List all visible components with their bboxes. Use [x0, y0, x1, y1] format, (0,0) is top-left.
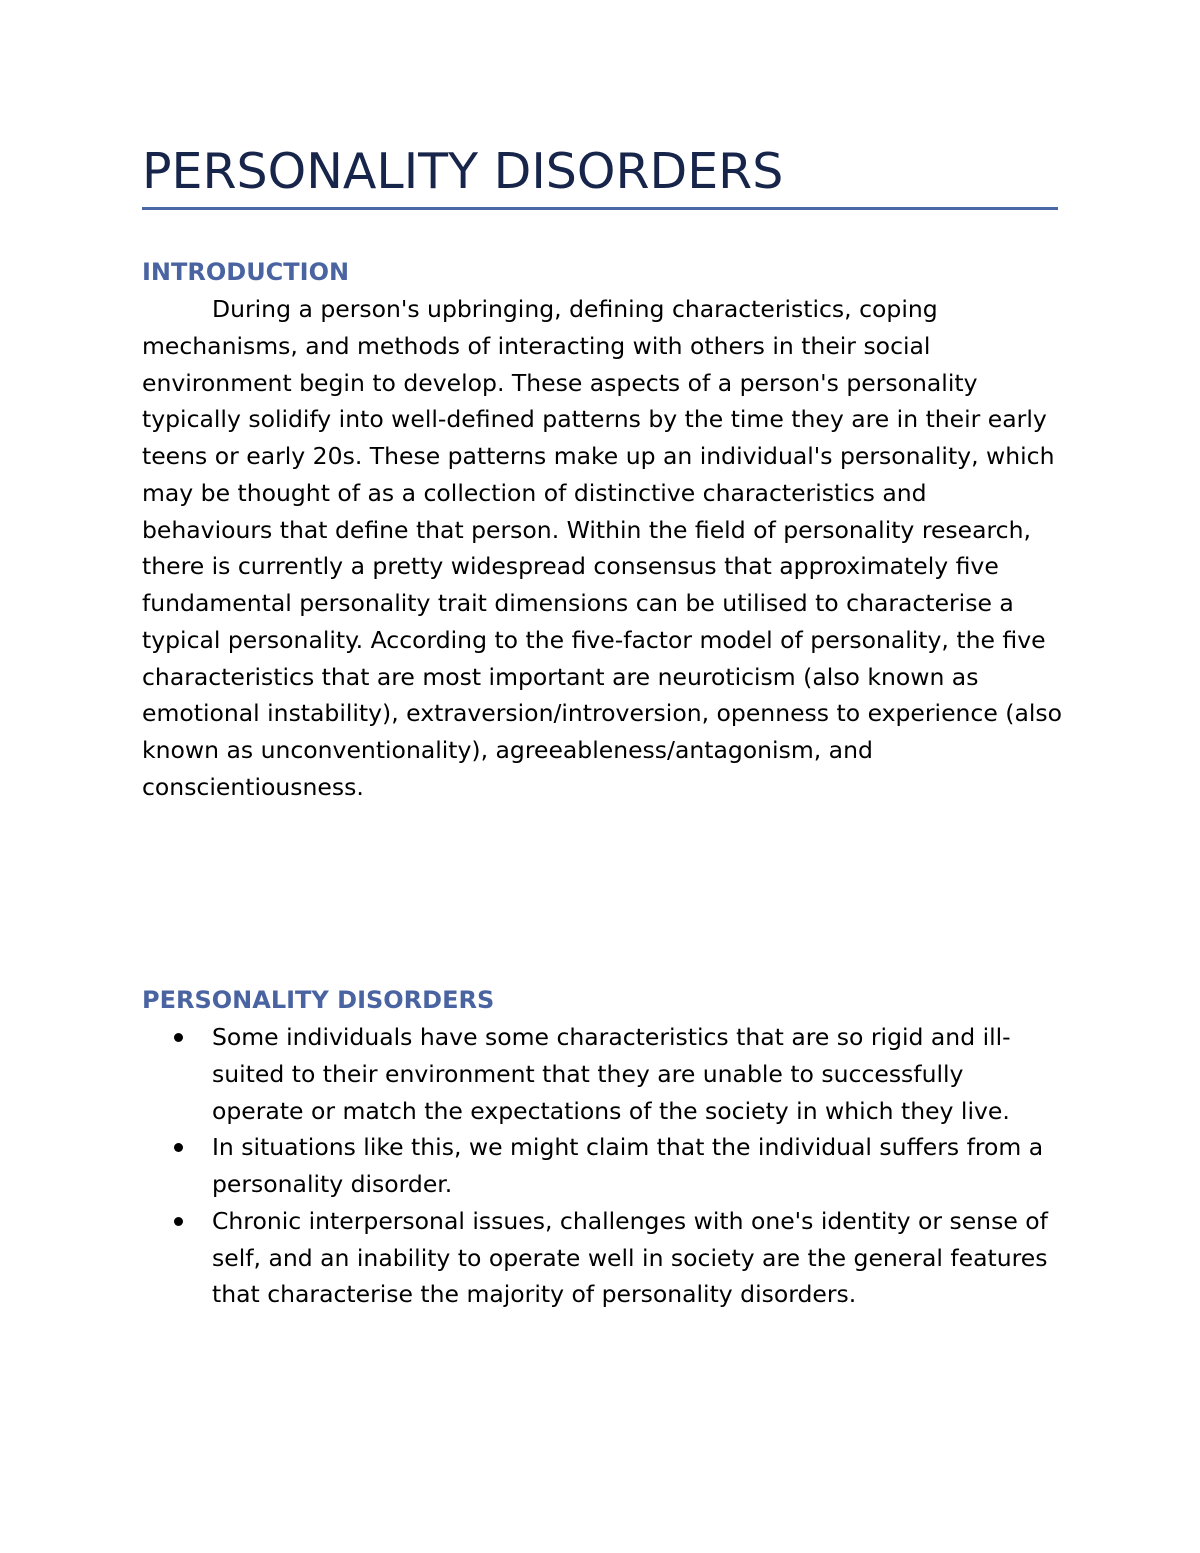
bullet-dot-icon	[174, 1033, 183, 1042]
personality-disorders-bullet-list	[142, 1019, 1062, 1313]
bullet-item	[142, 1129, 1062, 1203]
title-underline-rule	[142, 207, 1058, 210]
section-heading-personality-disorders: PERSONALITY DISORDERS	[142, 986, 495, 1014]
document-title: PERSONALITY DISORDERS	[142, 143, 784, 200]
bullet-text: In situations like this, we might claim that the individual suffers from a personality disorder.	[212, 1133, 1044, 1198]
bullet-item	[142, 1019, 1062, 1129]
bullet-dot-icon	[174, 1217, 183, 1226]
introduction-paragraph: During a person's upbringing, defining characteristics, coping mechanisms, and methods of interacting with others in their social environment begin to develop. These aspects of a person's personality typically solidify into well-defined patterns by the time they are in their early teens or early 20s. These patterns make up an individual's personality, which may be thought of as a collection of distinctive characteristics and behaviours that define that person. Within the field of personality research, there is currently a pretty widespread consensus that approximately five fundamental personality trait dimensions can be utilised to characterise a typical personality. According to the five-factor model of personality, the five characteristics that are most important are neuroticism (also known as emotional instability), extraversion/introversion, openness to experience (also known as unconventionality), agreeableness/antagonism, and conscientiousness.	[142, 295, 1062, 801]
section-heading-introduction: INTRODUCTION	[142, 258, 350, 286]
bullet-text: Chronic interpersonal issues, challenges with one's identity or sense of self, and an inability to operate well in society are the general features that characterise the majority of personality disorders.	[212, 1206, 1048, 1309]
bullet-dot-icon	[174, 1143, 183, 1152]
bullet-item	[142, 1203, 1062, 1313]
bullet-text: Some individuals have some characteristics that are so rigid and ill-suited to their environment that they are unable to successfully operate or match the expectations of the society in which they live.	[212, 1023, 1011, 1125]
